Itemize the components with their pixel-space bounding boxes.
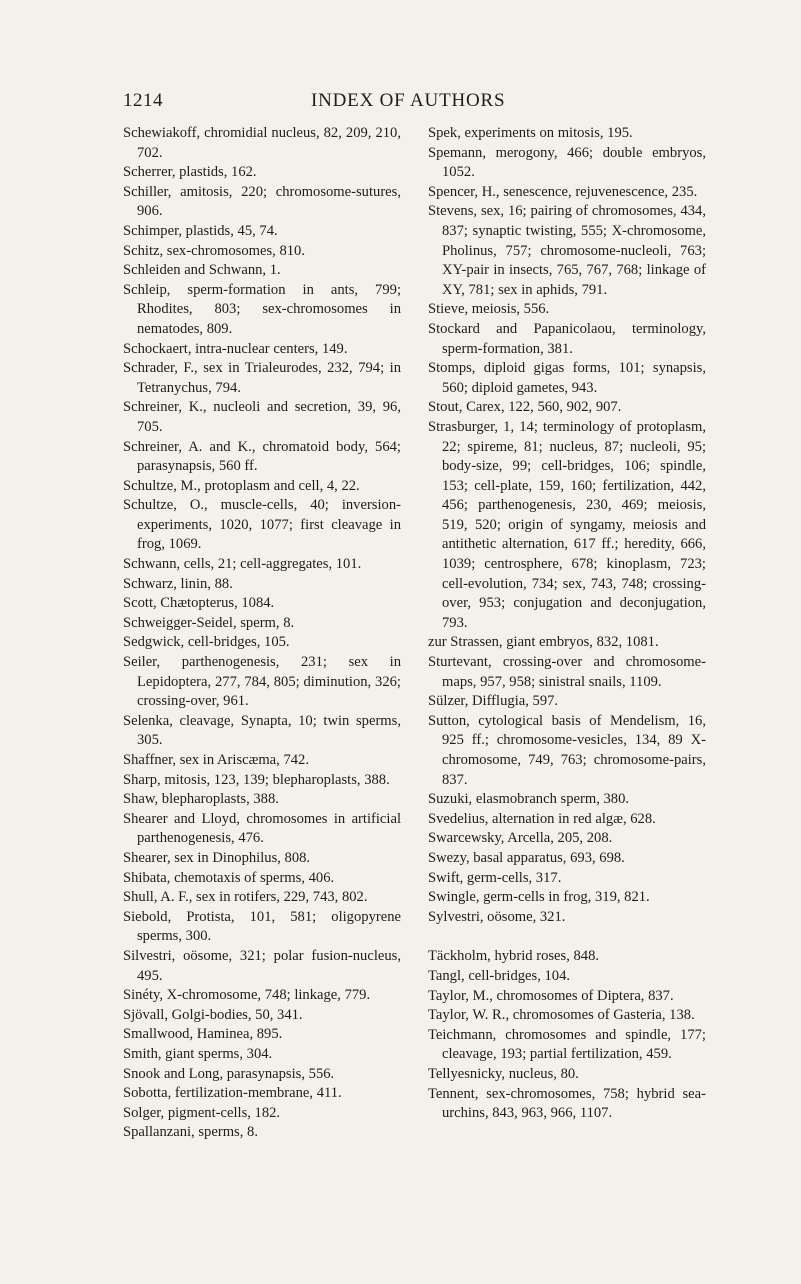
running-title: INDEX OF AUTHORS [311, 90, 506, 111]
index-entry: Schitz, sex-chromosomes, 810. [123, 242, 305, 259]
index-entry: Solger, pigment-cells, 182. [123, 1104, 281, 1121]
index-entry: Stieve, meiosis, 556. [428, 301, 550, 318]
index-entry: Smallwood, Haminea, 895. [123, 1026, 283, 1043]
index-entry: Stomps, diploid gigas forms, 101; synapsis, 560; diploid gametes, 943. [428, 360, 706, 396]
index-entry: Siebold, Protista, 101, 581; oligopyrene sperms, 300. [123, 908, 401, 945]
right-index-column [428, 124, 706, 1124]
index-entry: Täckholm, hybrid roses, 848. [428, 948, 600, 965]
index-entry: Strasburger, 1, 14; terminology of protoplasm, 22; spireme, 81; nucleus, 87; nucleoli, 95; body-size, 99; cell-bridges, 106; spindle, 153; cell-plate, 159, 160; fertilization, 442, 456; parthenogenesis, 230, 469; meiosis, 519, 520; origin of syngamy, meiosis and antithetic alternation, 617 ff.; heredity, 666, 1039; centrosphere, 678; kinoplasm, 723; cell-evolution, 734; sex, 743, 748; crossing-over, 953; conjugation and deconjugation, 793. [428, 418, 706, 631]
index-entry: Silvestri, oösome, 321; polar fusion-nucleus, 495. [123, 947, 401, 984]
index-entry: Schleip, sperm-formation in ants, 799; Rhodites, 803; sex-chromosomes in nematodes, 809. [123, 281, 401, 337]
index-entry: Swarcewsky, Arcella, 205, 208. [428, 830, 613, 847]
index-entry: Snook and Long, parasynapsis, 556. [123, 1065, 335, 1082]
index-entry: Stockard and Papanicolaou, terminology, sperm-formation, 381. [428, 320, 706, 357]
index-entry: Shaw, blepharoplasts, 388. [123, 791, 279, 808]
index-entry: Sjövall, Golgi-bodies, 50, 341. [123, 1006, 303, 1023]
page-header [123, 90, 713, 114]
index-entry: Schreiner, K., nucleoli and secretion, 39, 96, 705. [123, 399, 401, 435]
index-entry: Swezy, basal apparatus, 693, 698. [428, 849, 625, 866]
index-entry: Suzuki, elasmobranch sperm, 380. [428, 791, 630, 808]
index-entry: Shibata, chemotaxis of sperms, 406. [123, 869, 335, 886]
index-entry: Schockaert, intra-nuclear centers, 149. [123, 340, 348, 357]
index-entry: Schwarz, linin, 88. [123, 575, 233, 592]
index-entry: Stout, Carex, 122, 560, 902, 907. [428, 399, 622, 416]
index-entry: Spek, experiments on mitosis, 195. [428, 125, 633, 141]
index-entry: Swingle, germ-cells in frog, 319, 821. [428, 889, 650, 906]
index-entry: Spallanzani, sperms, 8. [123, 1124, 258, 1141]
index-entry: Taylor, W. R., chromosomes of Gasteria, 138. [428, 1007, 695, 1024]
index-entry: Sylvestri, oösome, 321. [428, 908, 566, 925]
index-entry: zur Strassen, giant embryos, 832, 1081. [428, 634, 659, 651]
index-entry: Shearer and Lloyd, chromosomes in artificial parthenogenesis, 476. [123, 810, 401, 847]
index-entry: Scherrer, plastids, 162. [123, 164, 257, 181]
index-entry: Schimper, plastids, 45, 74. [123, 222, 278, 239]
index-entry: Seiler, parthenogenesis, 231; sex in Lepidoptera, 277, 784, 805; diminution, 326; crossing-over, 961. [123, 654, 401, 710]
index-entry: Sülzer, Difflugia, 597. [428, 693, 559, 710]
index-entry: Shull, A. F., sex in rotifers, 229, 743, 802. [123, 889, 368, 906]
index-entry: Stevens, sex, 16; pairing of chromosomes, 434, 837; synaptic twisting, 555; X-chromosome, Pholinus, 757; chromosome-nucleoli, 763; XY-pair in insects, 765, 767, 768; linkage of XY, 781; sex in aphids, 791. [428, 203, 706, 298]
index-entry: Schweigger-Seidel, sperm, 8. [123, 614, 295, 631]
index-entry: Scott, Chætopterus, 1084. [123, 595, 275, 612]
index-entry: Schultze, O., muscle-cells, 40; inversion-experiments, 1020, 1077; first cleavage in frog, 1069. [123, 497, 401, 553]
index-entry: Schreiner, A. and K., chromatoid body, 564; parasynapsis, 560 ff. [123, 438, 401, 475]
left-index-column [123, 124, 401, 1143]
index-entry: Spencer, H., senescence, rejuvenescence, 235. [428, 183, 698, 200]
index-entry: Sharp, mitosis, 123, 139; blepharoplasts, 388. [123, 771, 390, 788]
index-entry: Schrader, F., sex in Trialeurodes, 232, 794; in Tetranychus, 794. [123, 360, 401, 396]
index-entry: Sedgwick, cell-bridges, 105. [123, 634, 290, 651]
index-entry: Sturtevant, crossing-over and chromosome-maps, 957, 958; sinistral snails, 1109. [428, 654, 706, 690]
index-entry: Schewiakoff, chromidial nucleus, 82, 209, 210, 702. [123, 125, 401, 161]
index-entry: Schleiden and Schwann, 1. [123, 262, 281, 279]
page-number: 1214 [123, 90, 163, 111]
index-entry: Tennent, sex-chromosomes, 758; hybrid sea-urchins, 843, 963, 966, 1107. [428, 1085, 706, 1122]
index-entry: Spemann, merogony, 466; double embryos, 1052. [428, 144, 706, 181]
index-entry: Tangl, cell-bridges, 104. [428, 967, 571, 984]
letter-section-gap [428, 927, 706, 947]
index-entry: Svedelius, alternation in red algæ, 628. [428, 810, 656, 827]
index-entry: Shearer, sex in Dinophilus, 808. [123, 849, 311, 866]
index-entry: Taylor, M., chromosomes of Diptera, 837. [428, 987, 674, 1004]
index-entry: Schultze, M., protoplasm and cell, 4, 22. [123, 477, 360, 494]
index-entry: Tellyesnicky, nucleus, 80. [428, 1065, 579, 1082]
index-entry: Schiller, amitosis, 220; chromosome-sutures, 906. [123, 183, 401, 220]
index-entry: Schwann, cells, 21; cell-aggregates, 101. [123, 556, 362, 573]
index-entry: Shaffner, sex in Ariscæma, 742. [123, 752, 309, 768]
index-entry: Teichmann, chromosomes and spindle, 177; cleavage, 193; partial fertilization, 459. [428, 1026, 706, 1063]
index-entry: Sobotta, fertilization-membrane, 411. [123, 1085, 342, 1102]
index-entry: Selenka, cleavage, Synapta, 10; twin sperms, 305. [123, 712, 401, 749]
index-entry: Sinéty, X-chromosome, 748; linkage, 779. [123, 987, 371, 1004]
index-entry: Sutton, cytological basis of Mendelism, 16, 925 ff.; chromosome-vesicles, 134, 89 X-chromosome, 749, 763; chromosome-pairs, 837. [428, 712, 706, 788]
index-entry: Smith, giant sperms, 304. [123, 1045, 273, 1062]
index-entry: Swift, germ-cells, 317. [428, 869, 562, 886]
